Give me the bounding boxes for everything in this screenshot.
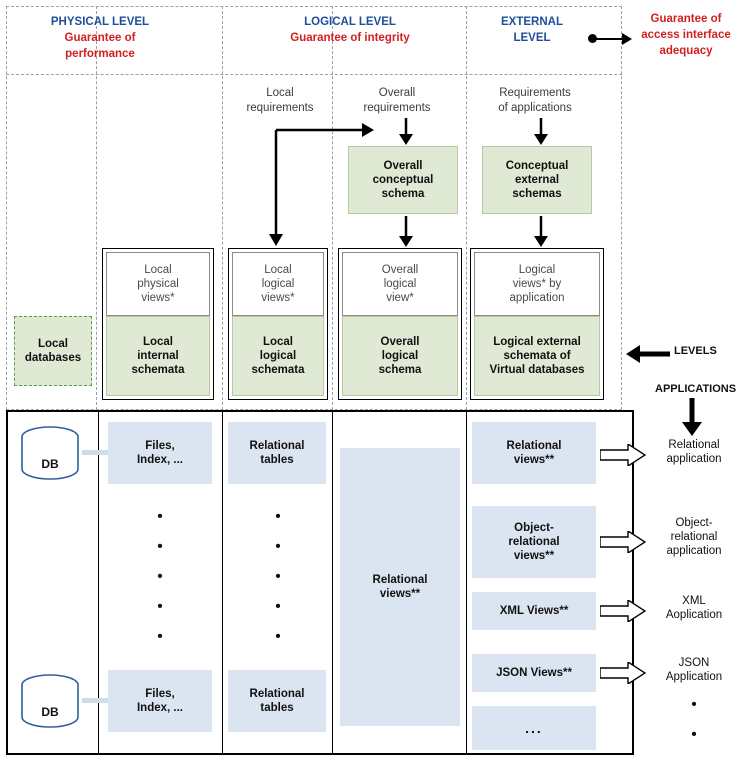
local-logical-views-line3: views* <box>261 292 295 304</box>
application-relational-line2: application <box>666 453 722 465</box>
column-divider-1 <box>96 6 97 410</box>
overall-conceptual-line3: schema <box>381 188 425 200</box>
header-physical-title: PHYSICAL LEVEL <box>50 16 150 28</box>
header-physical-sub2: performance <box>65 48 135 60</box>
application-objrel-line2: relational <box>670 531 718 543</box>
logical-external-line3: Virtual databases <box>489 364 585 376</box>
external-view-object-relational <box>472 506 596 578</box>
conceptual-external-line2: external <box>514 174 560 186</box>
application-xml-line1: XML <box>682 595 706 607</box>
dot: • <box>275 538 281 555</box>
dot: • <box>275 598 281 615</box>
header-logical-title: LOGICAL LEVEL <box>304 16 396 28</box>
external-view-xml-line1: XML Views** <box>499 605 569 617</box>
external-view-relational-line1: Relational <box>506 440 562 452</box>
levels-label: LEVELS <box>674 345 717 357</box>
conceptual-external-line3: schemas <box>512 188 562 200</box>
logical-views-app-line2: views* by <box>512 278 562 290</box>
local-physical-views-line1: Local <box>144 264 172 276</box>
lower-divider-2 <box>222 410 223 755</box>
application-relational <box>644 438 744 466</box>
relational-tables-box-bottom <box>228 670 326 732</box>
dot: • <box>157 538 163 555</box>
local-internal-schemata-box <box>106 316 210 396</box>
svg-text:DB: DB <box>41 705 59 719</box>
local-requirements-line1: Local <box>266 87 294 99</box>
lower-divider-4 <box>466 410 467 755</box>
overall-logical-schema-line3: schema <box>378 364 422 376</box>
arrow-to-json-application <box>600 662 646 684</box>
header-logical-sub1: Guarantee of integrity <box>290 32 410 44</box>
local-databases-box <box>14 316 92 386</box>
application-objrel-line3: application <box>666 545 722 557</box>
overall-logical-schema-box <box>342 316 458 396</box>
vertical-dots-applications <box>674 696 714 743</box>
overall-requirements-line1: Overall <box>378 87 416 99</box>
local-databases-line1: Local <box>37 338 69 350</box>
arrow-conceptual-external-down <box>533 216 549 248</box>
application-requirements-caption <box>474 86 596 116</box>
overall-logical-schema-line1: Overall <box>380 336 420 348</box>
arrow-overall-requirements <box>398 118 414 146</box>
application-requirements-line1: Requirements <box>499 87 571 99</box>
external-view-json-line1: JSON Views** <box>496 667 572 679</box>
local-logical-views-line2: logical <box>261 278 295 290</box>
overall-logical-view-line1: Overall <box>381 264 419 276</box>
local-logical-views-line1: Local <box>264 264 292 276</box>
overall-conceptual-schema-box <box>348 146 458 214</box>
dot: • <box>157 568 163 585</box>
application-requirements-line2: of applications <box>498 102 572 114</box>
logical-views-app-line3: application <box>509 292 565 304</box>
external-view-objrel-line1: Object- <box>514 522 554 534</box>
vertical-dots-files <box>140 508 180 645</box>
local-internal-line2: internal <box>137 350 179 362</box>
external-view-relational <box>472 422 596 484</box>
overall-logical-schema-line2: logical <box>381 350 419 362</box>
relational-views-center-line2: views** <box>379 588 421 600</box>
arrow-to-xml-application <box>600 600 646 622</box>
arrow-application-requirements <box>533 118 549 146</box>
dot: • <box>691 726 697 743</box>
local-logical-schemata-line3: schemata <box>251 364 305 376</box>
applications-label: APPLICATIONS <box>655 383 737 395</box>
local-logical-views-box <box>232 252 324 316</box>
application-object-relational <box>644 516 744 558</box>
dot: • <box>691 696 697 713</box>
arrow-overall-conceptual-down <box>398 216 414 248</box>
local-requirements-caption <box>232 86 328 116</box>
external-view-json <box>472 654 596 692</box>
overall-logical-view-line2: logical <box>383 278 417 290</box>
application-json-line2: Application <box>665 671 723 683</box>
header-divider <box>6 74 622 75</box>
header-physical-sub1: Guarantee of <box>64 32 136 44</box>
levels-arrow-icon <box>626 345 670 363</box>
local-logical-schemata-line2: logical <box>259 350 297 362</box>
header-external-sub1: LEVEL <box>513 32 551 44</box>
lower-divider-1 <box>98 410 99 755</box>
external-view-xml <box>472 592 596 630</box>
relational-tables-bottom-line2: tables <box>260 702 294 714</box>
lower-divider-3 <box>332 410 333 755</box>
files-index-top-line2: Index, ... <box>136 454 183 466</box>
external-view-relational-line2: views** <box>513 454 555 466</box>
local-logical-schemata-box <box>232 316 324 396</box>
header-external-title: EXTERNAL <box>501 16 563 28</box>
relational-views-center-box <box>340 448 460 726</box>
header-access-guarantee <box>630 11 742 59</box>
database-cylinder-icon-bottom <box>18 672 82 730</box>
application-objrel-line1: Object- <box>675 517 713 529</box>
files-index-bottom-line2: Index, ... <box>136 702 183 714</box>
logical-external-line2: schemata of <box>503 350 571 362</box>
overall-conceptual-line1: Overall <box>383 160 423 172</box>
local-internal-line3: schemata <box>131 364 185 376</box>
dot: • <box>275 508 281 525</box>
header-access-line2: access interface <box>641 29 731 41</box>
local-physical-views-box <box>106 252 210 316</box>
header-physical-level <box>10 14 190 62</box>
dot: • <box>275 628 281 645</box>
overall-requirements-caption <box>342 86 452 116</box>
database-cylinder-icon-top <box>18 424 82 482</box>
connector-arrow-right <box>596 31 632 47</box>
column-divider-4 <box>466 6 467 410</box>
application-json <box>644 656 744 684</box>
header-access-line3: adequacy <box>659 45 713 57</box>
overall-requirements-line2: requirements <box>363 102 431 114</box>
local-requirements-line2: requirements <box>246 102 314 114</box>
application-xml <box>644 594 744 622</box>
files-index-bottom-line1: Files, <box>145 688 175 700</box>
vertical-dots-tables <box>258 508 298 645</box>
overall-conceptual-line2: conceptual <box>372 174 434 186</box>
local-internal-line1: Local <box>142 336 174 348</box>
header-logical-level <box>250 14 450 46</box>
logical-views-app-line1: Logical <box>518 264 556 276</box>
dot: • <box>275 568 281 585</box>
external-view-objrel-line2: relational <box>508 536 560 548</box>
logical-external-line1: Logical external <box>493 336 581 348</box>
conceptual-external-line1: Conceptual <box>505 160 569 172</box>
relational-tables-top-line1: Relational <box>249 440 305 452</box>
local-physical-views-line3: views* <box>141 292 175 304</box>
header-access-line1: Guarantee of <box>650 13 722 25</box>
arrow-to-object-relational-application <box>600 531 646 553</box>
external-view-more <box>472 706 596 750</box>
files-index-box-top <box>108 422 212 484</box>
overall-logical-view-box <box>342 252 458 316</box>
relational-tables-bottom-line1: Relational <box>249 688 305 700</box>
overall-logical-view-line3: view* <box>386 292 414 304</box>
external-view-objrel-line3: views** <box>513 550 555 562</box>
files-index-box-bottom <box>108 670 212 732</box>
application-xml-line2: Aoplication <box>665 609 723 621</box>
applications-arrow-icon <box>682 398 702 436</box>
application-relational-line1: Relational <box>668 439 720 451</box>
external-view-more-line1: ... <box>525 720 543 736</box>
local-logical-schemata-line1: Local <box>262 336 294 348</box>
conceptual-external-schemas-box <box>482 146 592 214</box>
header-external-level <box>470 14 594 46</box>
dot: • <box>157 508 163 525</box>
svg-text:DB: DB <box>41 457 59 471</box>
arrow-to-relational-application <box>600 444 646 466</box>
relational-tables-top-line2: tables <box>260 454 294 466</box>
files-index-top-line1: Files, <box>145 440 175 452</box>
local-databases-line2: databases <box>24 352 82 364</box>
dot: • <box>157 598 163 615</box>
logical-external-schemata-box <box>474 316 600 396</box>
local-physical-views-line2: physical <box>137 278 179 290</box>
logical-views-by-application-box <box>474 252 600 316</box>
column-divider-2 <box>222 6 223 410</box>
dot: • <box>157 628 163 645</box>
relational-tables-box-top <box>228 422 326 484</box>
application-json-line1: JSON <box>678 657 710 669</box>
relational-views-center-line1: Relational <box>372 574 428 586</box>
